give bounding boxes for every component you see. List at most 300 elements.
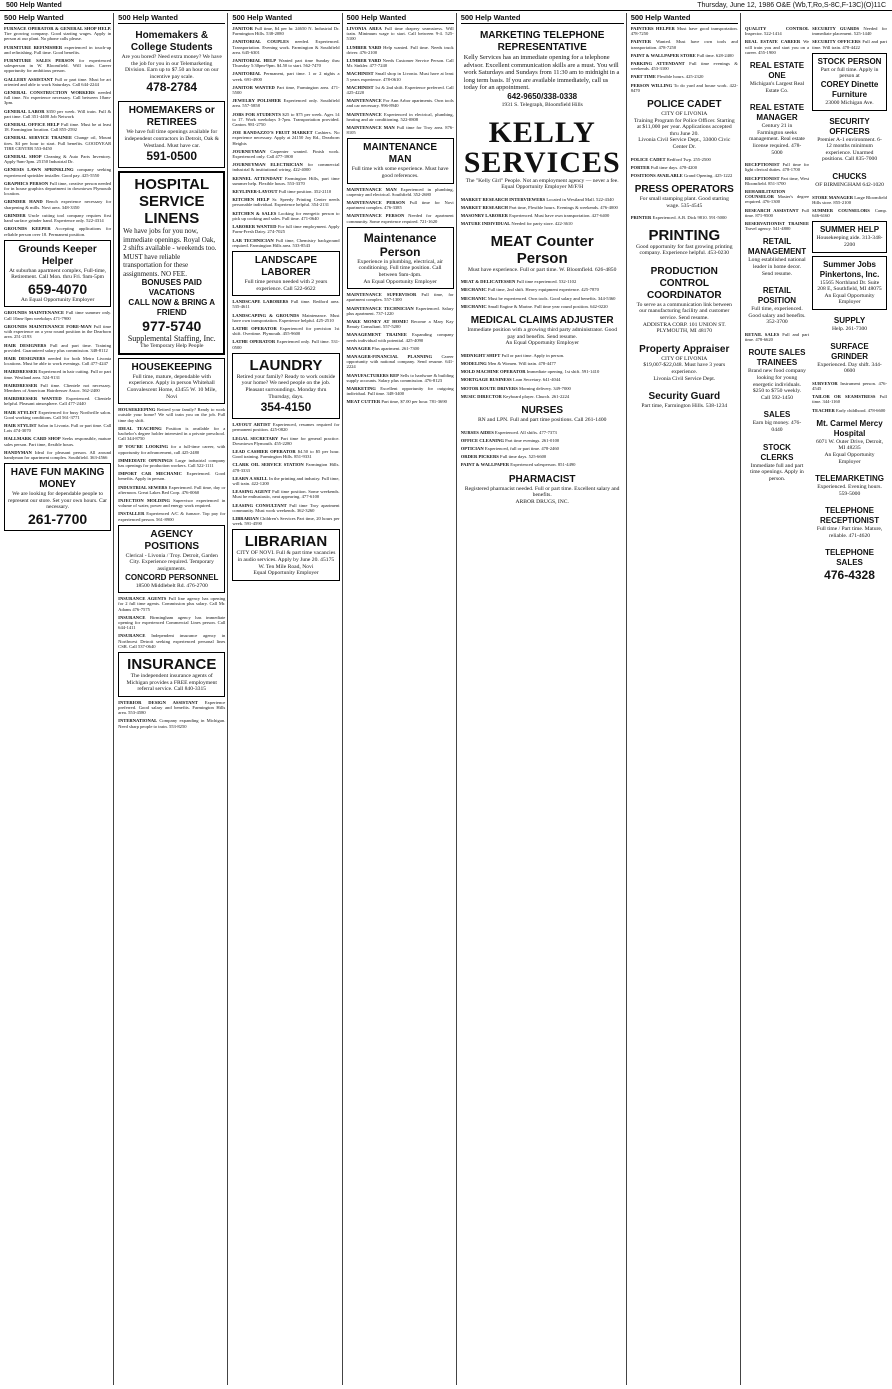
ad-heading: IMMEDIATE OPENINGS [118, 457, 173, 463]
ad-body: Experienced only. Southfield area. 557-5858 [232, 98, 340, 109]
ad-box-laundry [232, 353, 339, 419]
ad-list-5d [461, 430, 624, 468]
ad-box-body: Housekeeping aide. 313-348-2200 [816, 235, 883, 248]
classified-ad [4, 58, 111, 74]
ad-body: Camp. 646-6160 [812, 207, 887, 219]
ad-heading: GENERAL LABOR [4, 108, 45, 114]
classified-ad [347, 354, 454, 370]
ad-box-title: RETAIL POSITION [757, 286, 797, 306]
ad-heading: FURNITURE REFINISHER [4, 44, 63, 50]
ad-heading: KITCHEN HELP [232, 197, 270, 203]
ad-box-body: Registered pharmacist needed. Full or part time. Excellent salary and benefits. [464, 485, 620, 499]
ad-body: Small shop in Livonia. Must have at least 5 years experience. 478-0610 [346, 71, 454, 82]
classified-ad [4, 436, 111, 446]
classified-ad [461, 369, 624, 374]
ad-body: Career opportunity with national company. Send resume. 641-2224 [346, 354, 454, 370]
classified-ad [232, 436, 339, 446]
ad-heading: POSITIONS AVAILABLE [630, 173, 683, 178]
ad-heading: CLARK OIL SERVICE STATION [232, 462, 304, 468]
classified-ad [347, 373, 454, 383]
ad-body: Full time, $4 per hr. 24650 N. Industrial Dr. Farmington Hills. 538-2080 [232, 26, 340, 37]
ad-body: Part time, Farmington area. 471-5500 [232, 84, 340, 96]
ad-box-title: MEDICAL CLAIMS ADJUSTER [470, 314, 614, 326]
classified-ad [631, 83, 738, 93]
ad-box-phone: 478-2784 [146, 80, 198, 95]
ad-body: Experienced only. Full time. 531-0500 [232, 339, 340, 350]
ad-heading: JANITORIAL COUPLES [232, 39, 289, 45]
ad-body: Full time with experience on a year round position in the Dearborn area. 251-2193 [4, 323, 112, 340]
ad-heading: KITCHEN & SALES [232, 210, 277, 216]
ad-body: Experienced A/C & furnace. Top pay for experienced person. 561-8900 [118, 511, 226, 522]
ad-heading: LEASING CONSULTANT [232, 502, 287, 508]
classified-ad [232, 516, 339, 526]
ad-heading: PAINT & WALLPAPER [460, 462, 510, 468]
ad-box-body: Immediate full and part time openings. Apply in person. [750, 462, 804, 482]
ad-heading: GENERAL SERVICE TRAINEE [4, 135, 73, 141]
ad-body: Full time days. 525-6600 [498, 454, 547, 460]
ad-heading: HAIRDRESSER [4, 369, 38, 375]
ad-body: Become a Mary Kay Beauty Consultant. 557-5200 [346, 319, 454, 330]
ad-body: Inspector. 522-1414 [744, 31, 782, 37]
ad-list-8b [812, 195, 887, 219]
ad-box-title: SUPPLY [833, 315, 866, 325]
ad-heading: MEAT & DELICATESSEN [460, 279, 516, 285]
ad-heading: LEARN A SKILL [232, 475, 268, 481]
ad-heading: OPTICIAN [460, 445, 484, 451]
ad-body: Experienced in hair cutting. Full or part time. Westland area. 524-9131 [4, 369, 112, 380]
classified-ad [347, 26, 454, 42]
ad-body: In the printing and industry. Full time, will train. 422-1200 [232, 475, 340, 486]
classified-ad [745, 332, 809, 342]
ad-heading: KEYLINER-LAYOUT [232, 189, 278, 195]
classified-ad [4, 109, 111, 119]
ad-list-3c [232, 422, 339, 526]
column-3 [231, 13, 342, 1385]
ad-body: Uncle cutting tool company requires first hand surface grinder hand. Experience only. 522-4314 [4, 212, 112, 224]
ad-box-company: CONCORD PERSONNEL [125, 572, 219, 582]
column-heading: 500 Help Wanted [347, 13, 454, 24]
ad-box-title: Maintenance Person [363, 230, 437, 259]
ad-box-phone: 591-0500 [146, 149, 198, 164]
ad-body: Experienced salesperson. 851-4490 [509, 462, 576, 468]
ad-box-body: $19,007-$22,048. Must have 3 years experience. [643, 362, 726, 375]
classified-ad [461, 353, 624, 358]
classified-ad [631, 26, 738, 36]
classified-ad [232, 313, 339, 323]
ad-body: Part time, West Bloomfield. 851-3700 [744, 175, 810, 186]
ad-heading: LEAD CASHIER OPERATOR [232, 448, 296, 454]
header-right: Thursday, June 12, 1986 O&E (Wb,T,Ro,S-8C,F-13C)(O)11C [697, 2, 886, 9]
classified-ad [4, 226, 111, 236]
ad-heading: MAKE MONEY AT HOME! [346, 319, 409, 325]
ad-heading: HAIRDRESSER [4, 382, 38, 388]
ad-heading: MAINTENANCE [346, 111, 382, 117]
ad-heading: MAINTENANCE [346, 98, 382, 104]
ad-box-body: Michigan's Largest Real Estate Co. [749, 81, 805, 94]
ad-box-homemakers-retirees [118, 101, 225, 168]
ad-heading: LUMBER YARD [346, 58, 382, 64]
ad-box-foot: Livonia Civil Service Dept., 33000 Civic Center Dr. [638, 137, 731, 150]
classified-ad [4, 369, 111, 379]
classified-ad [631, 173, 738, 178]
ad-heading: INTERIOR DESIGN ASSISTANT [118, 699, 198, 705]
classified-ad [461, 197, 624, 202]
ad-body: Seeks responsible, mature sales person. Part time, flexible hours. [4, 436, 112, 447]
ad-body: Experienced. Clientele helpful. Pleasant atmosphere. Call 477-2440 [4, 396, 112, 407]
classified-ad [461, 438, 624, 443]
ad-heading: MAINTENANCE MAN [346, 125, 395, 131]
ad-body: Experienced, full or part time. 478-2460 [483, 445, 559, 451]
ad-box-telephone-receptionist [812, 503, 887, 542]
ad-box-title: Mt. Carmel Mercy Hospital [816, 418, 883, 438]
ad-body: $350 per week. Will train. Full & part time. Call 351-4400 Job Network [4, 108, 112, 119]
ad-box-body: Brand new food company looking for young energetic individuals. $250 to $750 weekly. Call 592-1450 [748, 368, 806, 401]
ad-heading: MANUFACTURERS REP [346, 372, 399, 378]
ad-body: Immediate opening. 1st shift. 591-1410 [525, 369, 600, 375]
ad-box-title: MARKETING TELEPHONE REPRESENTATIVE [479, 30, 605, 53]
ad-heading: GALLERY ASSISTANT [4, 76, 54, 82]
ad-body: Experience preferred. Good salary and benefits. Farmington Hills area. 553-4580 [118, 699, 226, 716]
classified-ad [631, 61, 738, 71]
classified-ad [232, 299, 339, 309]
classified-ad [461, 221, 624, 226]
column-heading: 500 Help Wanted [232, 13, 339, 24]
classified-ad [631, 39, 738, 49]
ad-box-title: RETAIL MANAGEMENT [747, 237, 807, 257]
ad-body: Full time. Must be at least 18. Farmington location. Call 855-2592 [4, 122, 112, 133]
classified-ad [461, 304, 624, 309]
ad-body: Full time for light clerical duties. 478-1700 [744, 162, 810, 173]
ad-heading: MODELING [460, 360, 487, 366]
classified-ad [118, 615, 225, 631]
ad-body: Excellent opportunity for outgoing individual. Full time. 348-3400 [346, 386, 454, 397]
ad-heading: LIBRARIAN [232, 515, 259, 521]
classified-ad [461, 454, 624, 459]
ad-box-body: Full time with some experience. Must have good references. [351, 166, 449, 180]
ad-heading: HALLMARK CARD SHOP [4, 436, 61, 442]
ad-box-property-appraiser [631, 341, 738, 385]
ad-body: Full time for Troy area. 876-8105 [346, 125, 454, 136]
classified-ad [232, 326, 339, 336]
ad-body: Needed for party store. 422-3610 [510, 221, 573, 227]
ad-body: company seeking experienced sprinkler installer. Good pay. 425-5550 [4, 167, 112, 178]
ad-heading: MAINTENANCE PERSON [346, 213, 405, 219]
ad-box-real-estate-manager [745, 100, 809, 159]
ad-body: Full time. 628-2400 [695, 52, 734, 58]
ad-body: Early childhood. 478-6600 [834, 407, 886, 413]
ad-box-sales [745, 407, 809, 436]
classified-ad [347, 386, 454, 396]
ad-body: To do yard and house work. 422-8470 [630, 82, 738, 93]
ad-heading: LANDSCAPING & GROUNDS [232, 312, 300, 318]
ad-heading: PAINT & WALLPAPER STORE [630, 52, 696, 58]
ad-body: Full time position. 352-2110 [277, 189, 332, 195]
classified-ad [232, 112, 339, 128]
ad-body: Experienced. Must have own transportation. 427-6400 [507, 213, 610, 219]
classified-ad [461, 287, 624, 292]
ad-box-body: Experienced. Evening hours. 559-5000 [817, 484, 882, 497]
ad-heading: HAIRDRESSER WANTED [4, 396, 62, 402]
classified-ad [461, 213, 624, 218]
ad-box-title: MAINTENANCE MAN [363, 142, 438, 166]
classified-ad [347, 292, 454, 302]
ad-box-subtitle: CITY OF LIVONIA [661, 355, 708, 362]
ad-box-body: The independent insurance agents of Michigan provides a FREE employment referral service. Call 840-3315 [126, 672, 217, 693]
ad-box-title: HOUSEKEEPING [131, 361, 213, 373]
column-7a [745, 26, 809, 589]
ad-box-body: Full time / Part time. Mature, reliable. 471-4620 [816, 526, 883, 539]
ad-body: Full time Troy apartment community. Must work weekends. 362-3260 [232, 502, 340, 513]
classified-ad [232, 39, 339, 55]
column-7-split [745, 26, 887, 589]
ad-box-subtitle: LINENS [144, 210, 200, 228]
ad-box-marketing-telephone [461, 27, 624, 112]
ad-heading: MATURE INDIVIDUAL [460, 221, 511, 227]
ad-heading: KENNEL ATTENDANT [232, 175, 283, 181]
ad-heading: RECEPTIONIST [744, 162, 780, 168]
ad-heading: MANAGER [346, 345, 371, 351]
classified-ad [812, 195, 887, 205]
ad-box-summer-jobs [812, 256, 887, 310]
classified-ad [232, 211, 339, 221]
ad-body: Salon in Livonia. Full or part time. Call Lois 474-3070 [4, 422, 112, 434]
classified-ad [4, 135, 111, 151]
ad-box-title: ROUTE SALES TRAINEES [748, 348, 806, 368]
ad-heading: RETAIL SALES [744, 331, 780, 337]
classified-ad [232, 339, 339, 349]
ad-body: for experienced salesperson in W. Bloomfield. Will train. Career opportunity for ambitious person. [4, 58, 112, 74]
ad-heading: MARKETING [346, 386, 376, 392]
ad-body: Looking for energetic person to pick up cooking and sales. Full time. 471-0640 [232, 210, 340, 221]
ad-list-7 [745, 26, 809, 55]
classified-ad [4, 343, 111, 353]
ad-heading: GENERAL CONSTRUCTION WORKERS [4, 90, 95, 96]
ad-box-title: Summer Jobs [823, 259, 876, 269]
ad-body: needed. Experienced. Transportation. Evening work. Farmington & Southfield area. 645-6301 [232, 39, 340, 55]
ad-heading: MAINTENANCE MAN [346, 186, 397, 192]
ad-body: Small Engine & Marine. Full time year round position. 642-0220 [486, 303, 608, 309]
ad-box-title: CHUCKS [832, 171, 867, 181]
ad-body: 1st & 2nd shift. Experience preferred. Call 425-4220 [346, 84, 454, 96]
ad-box-police-cadet [631, 96, 738, 154]
ad-box-meat-counter [461, 230, 624, 277]
ad-box-title: Property Appraiser [639, 343, 730, 355]
ad-heading: OFFICE CLEANING [460, 437, 504, 443]
ad-box-body: Must have experience. Full or part time. W. Bloomfield. 626-4850 [468, 266, 617, 273]
column-5 [460, 13, 627, 1385]
classified-ad [461, 394, 624, 399]
ad-heading: GRAPHICS PERSON [4, 180, 49, 186]
ad-heading: MOLD MACHINE OPERATOR [460, 369, 526, 375]
ad-box-body: Good opportunity for fast growing printing company. Experience helpful. 453-0230 [636, 243, 733, 257]
ad-box-foot: Equal Opportunity Employer [253, 570, 319, 577]
classified-ad [118, 511, 225, 521]
ad-box-housekeeping [118, 358, 225, 404]
ad-box-body: The "Kelly Girl" People. Not an employment agency — never a fee. [465, 177, 619, 184]
ad-heading: GENERAL SHOP [4, 154, 42, 160]
ad-heading: LAYOUT ARTIST [232, 422, 271, 428]
ad-heading: LIVONIA AREA [346, 26, 382, 31]
ad-box-title: SALES [763, 410, 791, 420]
ad-heading: HAIR STYLIST [4, 422, 37, 428]
ad-body: experienced in touch-up and refinishing. Full time. Good benefits. [4, 44, 112, 55]
classified-ad [232, 176, 339, 186]
ad-heading: STORE MANAGER [812, 194, 854, 200]
ad-body: Full and part time. 478-6620 [744, 331, 810, 343]
classified-ad [347, 58, 454, 68]
ad-body: Needed for immediate placement. 525-1440 [812, 26, 887, 37]
ad-heading: GROUNDS MAINTENANCE FORE-MAN [4, 323, 92, 329]
ad-heading: PERSON WILLING [630, 82, 673, 88]
ad-box-stock-clerks [745, 440, 809, 486]
ad-heading: LEGAL SECRETARY [232, 435, 279, 441]
column-7b [812, 26, 887, 589]
ad-heading: ORDER PICKERS [460, 454, 499, 460]
ad-body: Tire growing company. Good starting wages. Apply in person at our plant. No phone calls please. [4, 31, 112, 42]
ad-box-title: PRODUCTION CONTROL COORDINATOR [646, 265, 722, 301]
classified-ad [232, 503, 339, 513]
ad-body: Help wanted. Full time. Needs truck driver. 476-2100 [346, 44, 454, 55]
ad-body: Full time. 871-9500 [744, 207, 810, 218]
ad-box-title: NURSES [521, 404, 564, 416]
classified-ad [461, 377, 624, 382]
classified-ad [4, 423, 111, 433]
ad-box-phone: 659-4070 [28, 280, 88, 297]
ad-box-surface-grinder [812, 339, 887, 378]
ad-heading: FURNACE OPERATOR & GENERAL SHOP HELP. [4, 26, 112, 31]
classified-ad [461, 446, 624, 451]
ad-box-foot: 1931 S. Telegraph, Bloomfield Hills [501, 101, 583, 108]
ad-body: Supervisor experienced in volume of water, power and energy work required. [118, 497, 226, 509]
classified-ad [812, 208, 887, 218]
ad-heading: INSURANCE [118, 633, 146, 639]
classified-ad [745, 176, 809, 186]
ad-heading: MARKET RESEARCH [460, 204, 508, 210]
classified-ad [118, 596, 225, 612]
ad-list-8c [812, 381, 887, 413]
classified-ad [118, 407, 225, 423]
classified-ad [461, 205, 624, 210]
ad-body: Flexible hours. 425-2320 [655, 74, 704, 80]
ad-heading: REAL ESTATE CAREER [744, 39, 801, 45]
ad-list-3b [232, 299, 339, 350]
ad-list-6 [631, 26, 738, 93]
classified-ad [118, 444, 225, 454]
ad-heading: JOURNEYMAN [232, 148, 266, 154]
ad-body: Full or part time. Apply in person. [500, 352, 565, 358]
ad-body: For Ann Arbor apartments. Own tools and car necessary. 996-8940 [346, 98, 454, 109]
ad-box-body: Premier A-1 environment. 6-12 months minimum experience. Unarmed positions. Call 835-7000 [817, 136, 882, 163]
ad-body: Children's Services Part time, 20 hours per week. 591-4590 [232, 515, 340, 527]
classified-ad [232, 130, 339, 146]
ad-heading: SURVEYOR [812, 380, 838, 386]
ad-box-body: 6071 W. Outer Drive, Detroit, MI 48235 [816, 438, 884, 452]
ad-heading: IF YOU'RE LOOKING [118, 444, 169, 450]
ad-heading: HAIR DESIGNERS [4, 355, 46, 361]
column-1 [3, 13, 114, 1385]
ad-body: Plus apartment. 261-7300 [370, 345, 420, 351]
ad-box-title: MEAT Counter Person [490, 232, 594, 267]
ad-box-phone: 977-5740 [142, 318, 202, 335]
classified-ad [631, 157, 738, 162]
ad-heading: INSURANCE AGENTS [118, 596, 167, 602]
ad-box-phone: 476-4328 [824, 568, 875, 583]
classified-ad [232, 162, 339, 172]
ad-heading: JOE RANDAZZO'S FRUIT MARKET [232, 130, 313, 136]
ad-box-body: Experience in plumbing, electrical, air conditioning. Full time position. Call between 9am-4pm. [357, 258, 443, 279]
ad-body: Permanent, part time. 1 or 2 nights a week. 691-4900 [232, 71, 340, 82]
ad-box-real-estate-one [745, 58, 809, 97]
classified-ad [347, 112, 454, 122]
ad-body: Retired your family? Ready to work outside your home? We will train you on the job. Full time day shift. [118, 407, 226, 423]
ad-box-title: POLICE CADET [647, 99, 722, 111]
ad-box-body: Immediate position with a growing third party administrator. Good pay and benefits. Send resume. [467, 326, 617, 340]
ad-body: Sells to hardware & building supply accounts. Salary plus commission. 476-8123 [346, 372, 454, 383]
classified-ad [347, 45, 454, 55]
ad-box-phone: 354-4150 [260, 400, 312, 415]
ad-heading: GENERAL OFFICE HELP [4, 122, 60, 128]
ad-body: Experienced for precision 1st shift. Overtime. Plymouth. 455-9600 [232, 325, 340, 337]
ad-box-body: Full time, experienced. Good salary and benefits. 352-3700 [748, 306, 806, 326]
classified-ad [4, 122, 111, 132]
ad-heading: HAIR STYLIST [4, 409, 37, 415]
ad-heading: SUMMER COUNSELORS [812, 207, 870, 213]
ad-list-4 [347, 26, 454, 135]
classified-ad [4, 383, 111, 393]
ad-box-body: Full time, mature, dependable with experience. Apply in person Whitehall Convalescent Home, 43455 W. 10 Mile, Novi [126, 373, 217, 400]
classified-ad [745, 39, 809, 55]
ad-heading: NURSES AIDES [460, 429, 494, 435]
ad-list-2c [118, 700, 225, 729]
ad-heading: GROUNDS KEEPER [4, 226, 51, 232]
ad-body: Men & Women. Will train. 478-4477 [486, 360, 556, 366]
ad-box-title: TELEPHONE RECEPTIONIST [819, 506, 880, 526]
column-heading: 500 Help Wanted [4, 13, 111, 24]
classified-ad [232, 149, 339, 159]
ad-body: for a full-time career, with opportunity for advancement, call 425-2480 [118, 444, 226, 455]
ad-box-body: Part time, Farmington Hills. 538-1234 [641, 403, 728, 410]
classified-ad [461, 386, 624, 391]
ad-heading: HANDYMAN [4, 449, 32, 455]
ad-box-foot: 23000 Michigan Ave. [825, 100, 874, 106]
classified-ad [232, 489, 339, 499]
ad-heading: LABORER WANTED [232, 224, 277, 230]
ad-body: Large industrial company has openings for production workers. Call 522-1111 [118, 457, 226, 468]
ad-heading: JANITOR WANTED [232, 84, 275, 90]
ad-list-6b [631, 157, 738, 179]
ad-box-title: SECURITY OFFICERS [829, 116, 870, 136]
ad-body: Full time evenings & weekends. 453-3100 [630, 61, 738, 72]
ad-box-medical-claims [461, 312, 624, 350]
ad-body: Full time. Redford area. 535-4611 [232, 299, 340, 310]
ad-heading: JOBS FOR STUDENTS [232, 111, 281, 117]
ad-body: Experienced in electrical, plumbing, heating and air conditioning. 522-0808 [346, 111, 454, 122]
ad-heading: LANDSCAPE LABORERS [232, 299, 289, 305]
ad-body: Full time drapery seamstress. Will train. Minimum wage to start. Call between 9-4. 525-5100 [346, 26, 454, 42]
classified-ad [631, 53, 738, 58]
ad-heading: MACHINIST [346, 71, 374, 77]
ad-box-maintenance-man [347, 138, 454, 183]
ad-body: For full time employment. Apply Farm-Fresh Dairy. 274-7025 [232, 224, 340, 235]
ad-heading: HAIR DESIGNERS [4, 342, 47, 348]
ad-heading: PAINTERS HELPER [630, 26, 675, 31]
classified-ad [232, 422, 339, 432]
ad-heading: MUSIC DIRECTOR [460, 393, 502, 399]
classified-ad [347, 399, 454, 404]
ad-list-4b [347, 187, 454, 224]
ad-box-body: Long established national leader in home decor. Send resume. [748, 257, 806, 277]
ad-body: Full time. Clientele not necessary. Members of American Hairdresser Assoc. 562-2400 [4, 382, 112, 393]
